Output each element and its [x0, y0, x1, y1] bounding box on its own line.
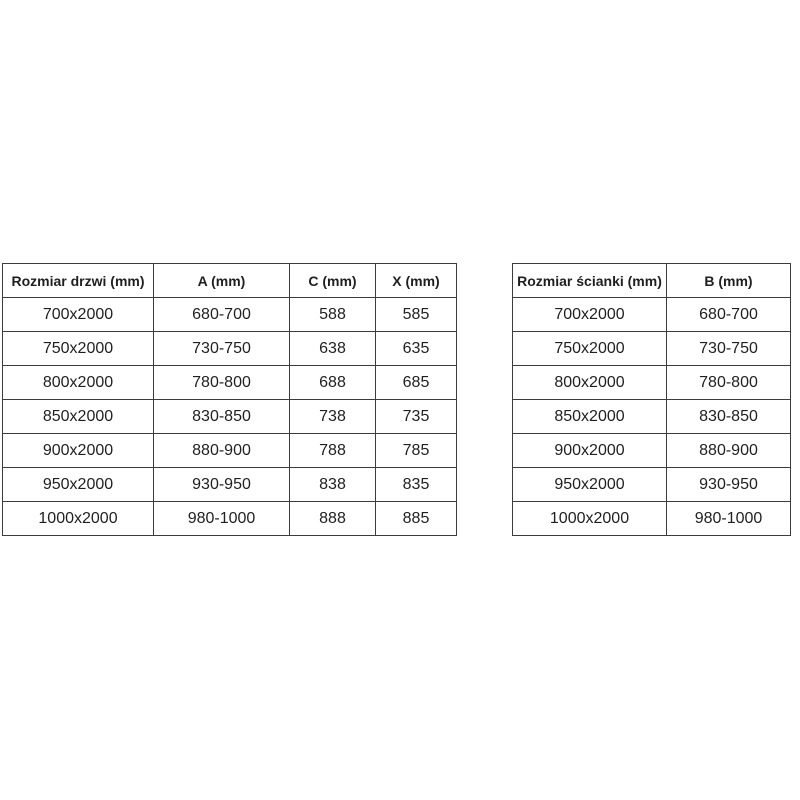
- table-cell: 900x2000: [513, 434, 667, 468]
- table-cell: 635: [376, 332, 457, 366]
- table-cell: 780-800: [154, 366, 290, 400]
- table-row: [513, 366, 791, 400]
- table-cell: 700x2000: [513, 298, 667, 332]
- table-row: [513, 502, 791, 536]
- table-cell: 585: [376, 298, 457, 332]
- table-row: [3, 400, 457, 434]
- table-cell: 830-850: [154, 400, 290, 434]
- table-cell: 685: [376, 366, 457, 400]
- table-row: [3, 468, 457, 502]
- table-cell: 850x2000: [3, 400, 154, 434]
- table-cell: 700x2000: [3, 298, 154, 332]
- table-row: [513, 434, 791, 468]
- table-cell: 638: [290, 332, 376, 366]
- table-cell: 750x2000: [513, 332, 667, 366]
- table-cell: 1000x2000: [513, 502, 667, 536]
- table-row: [513, 298, 791, 332]
- wall-size-table: [512, 263, 791, 536]
- table-cell: 980-1000: [154, 502, 290, 536]
- table-cell: 785: [376, 434, 457, 468]
- header-cell: X (mm): [376, 264, 457, 298]
- table-cell: 900x2000: [3, 434, 154, 468]
- table-cell: 880-900: [667, 434, 791, 468]
- header-cell: B (mm): [667, 264, 791, 298]
- table-cell: 850x2000: [513, 400, 667, 434]
- door-size-table: [2, 263, 457, 536]
- table-cell: 788: [290, 434, 376, 468]
- table-cell: 950x2000: [3, 468, 154, 502]
- table-row: [513, 332, 791, 366]
- header-cell: Rozmiar drzwi (mm): [3, 264, 154, 298]
- table-cell: 780-800: [667, 366, 791, 400]
- table-cell: 688: [290, 366, 376, 400]
- table-row: [3, 502, 457, 536]
- header-row: [513, 264, 791, 298]
- table-cell: 680-700: [667, 298, 791, 332]
- table-cell: 588: [290, 298, 376, 332]
- table-cell: 950x2000: [513, 468, 667, 502]
- table-cell: 838: [290, 468, 376, 502]
- table-cell: 800x2000: [513, 366, 667, 400]
- table-row: [3, 332, 457, 366]
- table-cell: 750x2000: [3, 332, 154, 366]
- table-cell: 885: [376, 502, 457, 536]
- table-row: [3, 434, 457, 468]
- table-cell: 730-750: [667, 332, 791, 366]
- table-cell: 1000x2000: [3, 502, 154, 536]
- table-cell: 980-1000: [667, 502, 791, 536]
- table-cell: 830-850: [667, 400, 791, 434]
- header-cell: A (mm): [154, 264, 290, 298]
- table-cell: 735: [376, 400, 457, 434]
- table-cell: 930-950: [154, 468, 290, 502]
- table-cell: 930-950: [667, 468, 791, 502]
- header-row: [3, 264, 457, 298]
- table-cell: 800x2000: [3, 366, 154, 400]
- table-row: [513, 468, 791, 502]
- table-cell: 880-900: [154, 434, 290, 468]
- table-cell: 730-750: [154, 332, 290, 366]
- table-cell: 738: [290, 400, 376, 434]
- table-cell: 835: [376, 468, 457, 502]
- table-cell: 888: [290, 502, 376, 536]
- header-cell: Rozmiar ścianki (mm): [513, 264, 667, 298]
- table-row: [3, 366, 457, 400]
- table-row: [513, 400, 791, 434]
- table-cell: 680-700: [154, 298, 290, 332]
- table-row: [3, 298, 457, 332]
- header-cell: C (mm): [290, 264, 376, 298]
